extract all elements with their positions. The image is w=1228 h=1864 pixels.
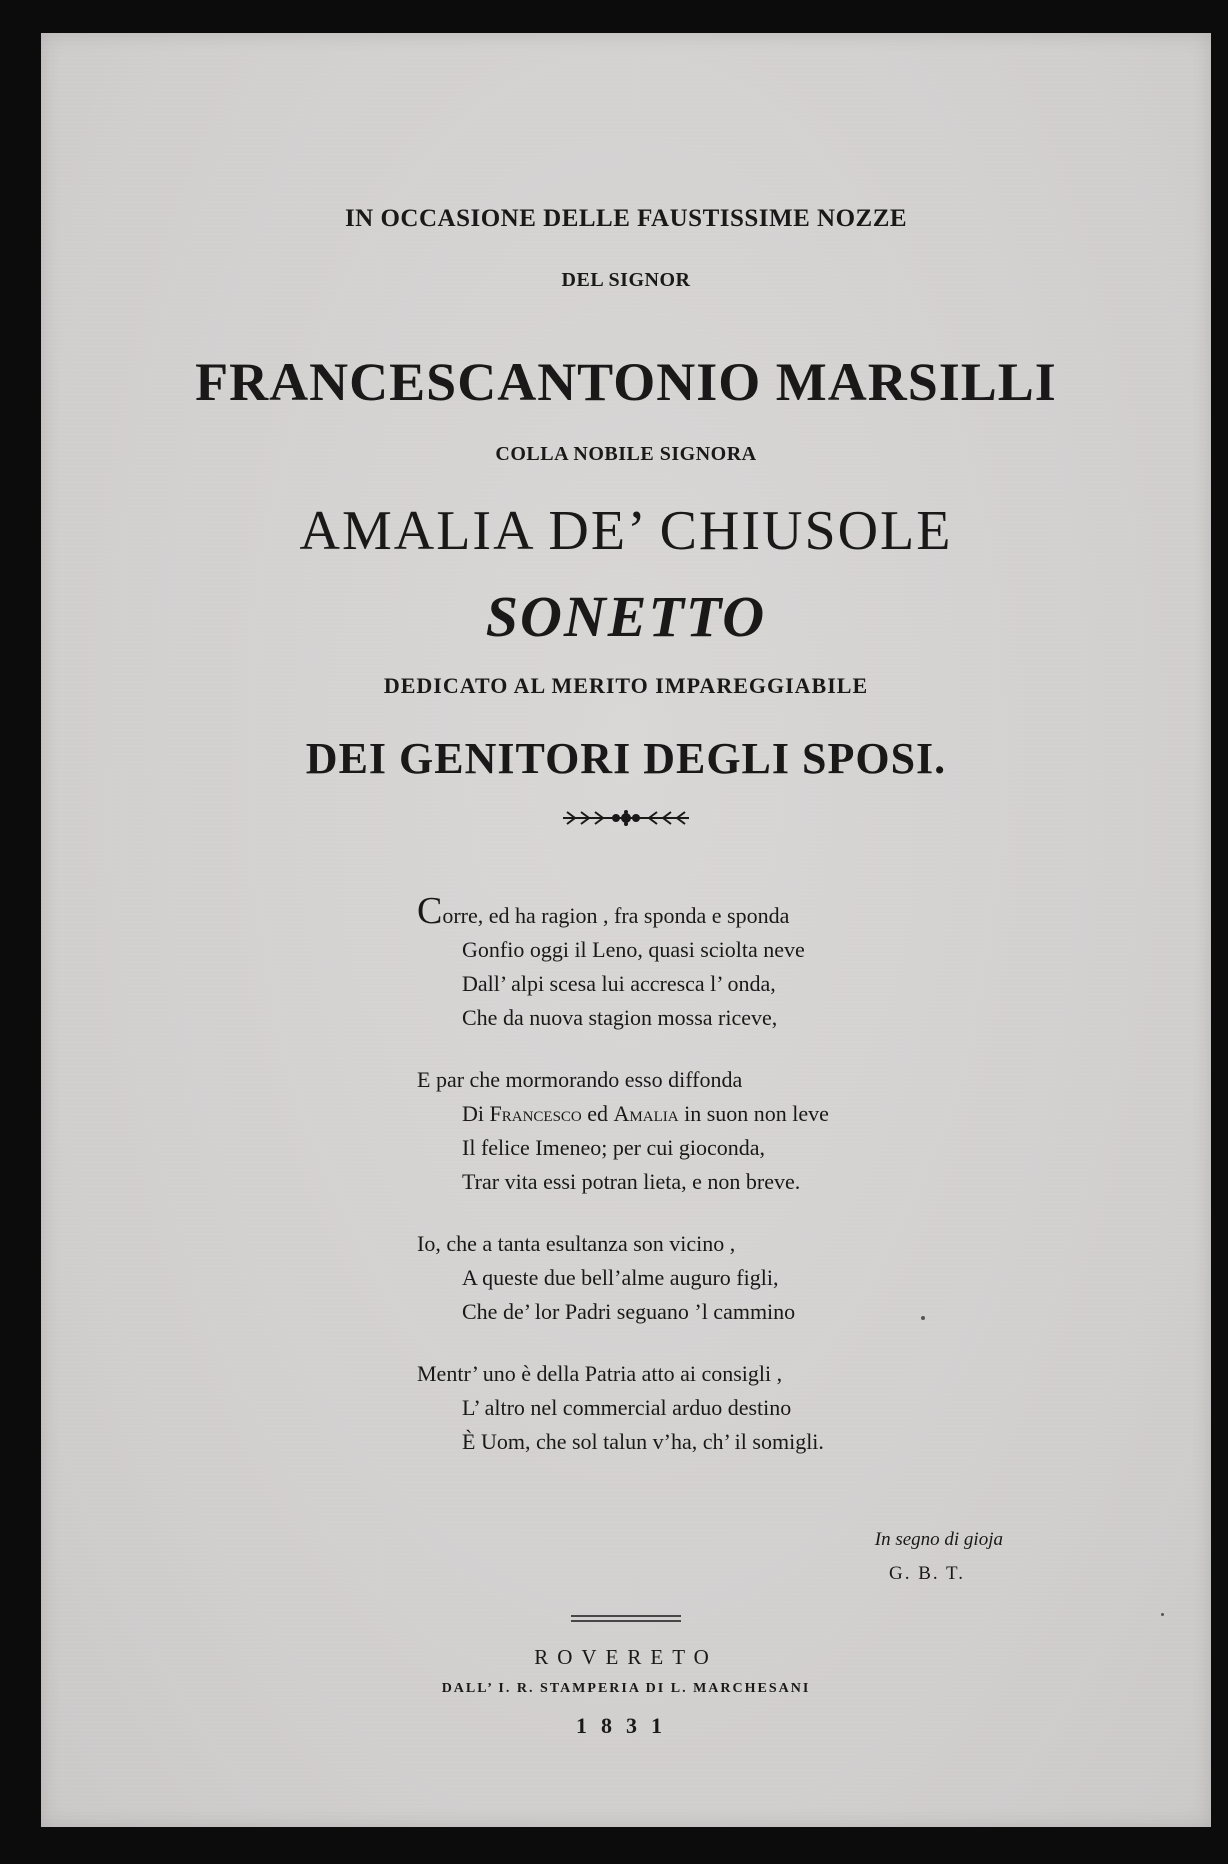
poem-line: È Uom, che sol talun v’ha, ch’ il somigli. xyxy=(462,1429,824,1454)
poem-line xyxy=(417,890,829,933)
imprint-year: 1831 xyxy=(576,1713,676,1738)
poem-line: Che de’ lor Padri seguano ’l cammino xyxy=(462,1299,796,1324)
sonetto-title: SONETTO xyxy=(485,584,767,649)
poem-line: Che da nuova stagion mossa riceve, xyxy=(462,1005,778,1030)
groom-name: FRANCESCANTONIO MARSILLI xyxy=(195,352,1057,412)
occasion-heading: IN OCCASIONE DELLE FAUSTISSIME NOZZE xyxy=(344,205,908,232)
stanza-2 xyxy=(417,1063,829,1199)
poem-line: Trar vita essi potran lieta, e non breve. xyxy=(462,1169,801,1194)
imprint-printer: DALL’ I. R. STAMPERIA DI L. MARCHESANI xyxy=(441,1681,811,1696)
fleuron-ornament-graphic xyxy=(561,808,691,828)
poem-line-text: Di xyxy=(462,1101,490,1126)
signature-motto: In segno di gioja xyxy=(874,1529,1003,1550)
poem-line: L’ altro nel commercial arduo destino xyxy=(462,1395,792,1420)
paper-speck xyxy=(1161,1613,1164,1616)
poem-line-text: orre, ed ha ragion , fra sponda e sponda xyxy=(442,903,790,928)
poem-line: Gonfio oggi il Leno, quasi sciolta neve xyxy=(462,937,805,962)
sonnet-body xyxy=(417,890,829,1487)
poem-line: Io, che a tanta esultanza son vicino , xyxy=(417,1231,736,1256)
name-francesco: Francesco xyxy=(489,1101,582,1126)
printed-sheet xyxy=(41,33,1211,1827)
dedicatees-line: DEI GENITORI DEGLI SPOSI. xyxy=(305,734,947,783)
poem-line xyxy=(417,1097,829,1131)
name-amalia: Amalia xyxy=(613,1101,679,1126)
poem-line: Mentr’ uno è della Patria atto ai consigli , xyxy=(417,1361,783,1386)
poem-line-text: in suon non leve xyxy=(678,1101,829,1126)
signature-initials: G. B. T. xyxy=(889,1563,965,1584)
fleuron-ornament-icon xyxy=(41,808,1211,830)
poem-line: Il felice Imeneo; per cui gioconda, xyxy=(462,1135,765,1160)
stanza-1 xyxy=(417,890,829,1035)
poem-line: E par che mormorando esso diffonda xyxy=(417,1067,743,1092)
poem-line-text: ed xyxy=(581,1101,614,1126)
double-rule-divider xyxy=(571,1613,681,1625)
imprint-place: ROVERETO xyxy=(534,1645,718,1669)
del-signor-line: DEL SIGNOR xyxy=(561,269,691,291)
poem-line: A queste due bell’alme auguro figli, xyxy=(462,1265,779,1290)
colla-line: COLLA NOBILE SIGNORA xyxy=(495,443,757,465)
signature-block xyxy=(875,1523,1003,1591)
stanza-3 xyxy=(417,1227,829,1329)
paper-speck xyxy=(921,1316,925,1320)
poem-line: Dall’ alpi scesa lui accresca l’ onda, xyxy=(462,971,776,996)
stanza-4 xyxy=(417,1357,829,1459)
dedication-line: DEDICATO AL MERITO IMPAREGGIABILE xyxy=(383,673,869,698)
drop-cap: C xyxy=(417,890,443,932)
bride-name: AMALIA DE’ CHIUSOLE xyxy=(299,500,953,562)
